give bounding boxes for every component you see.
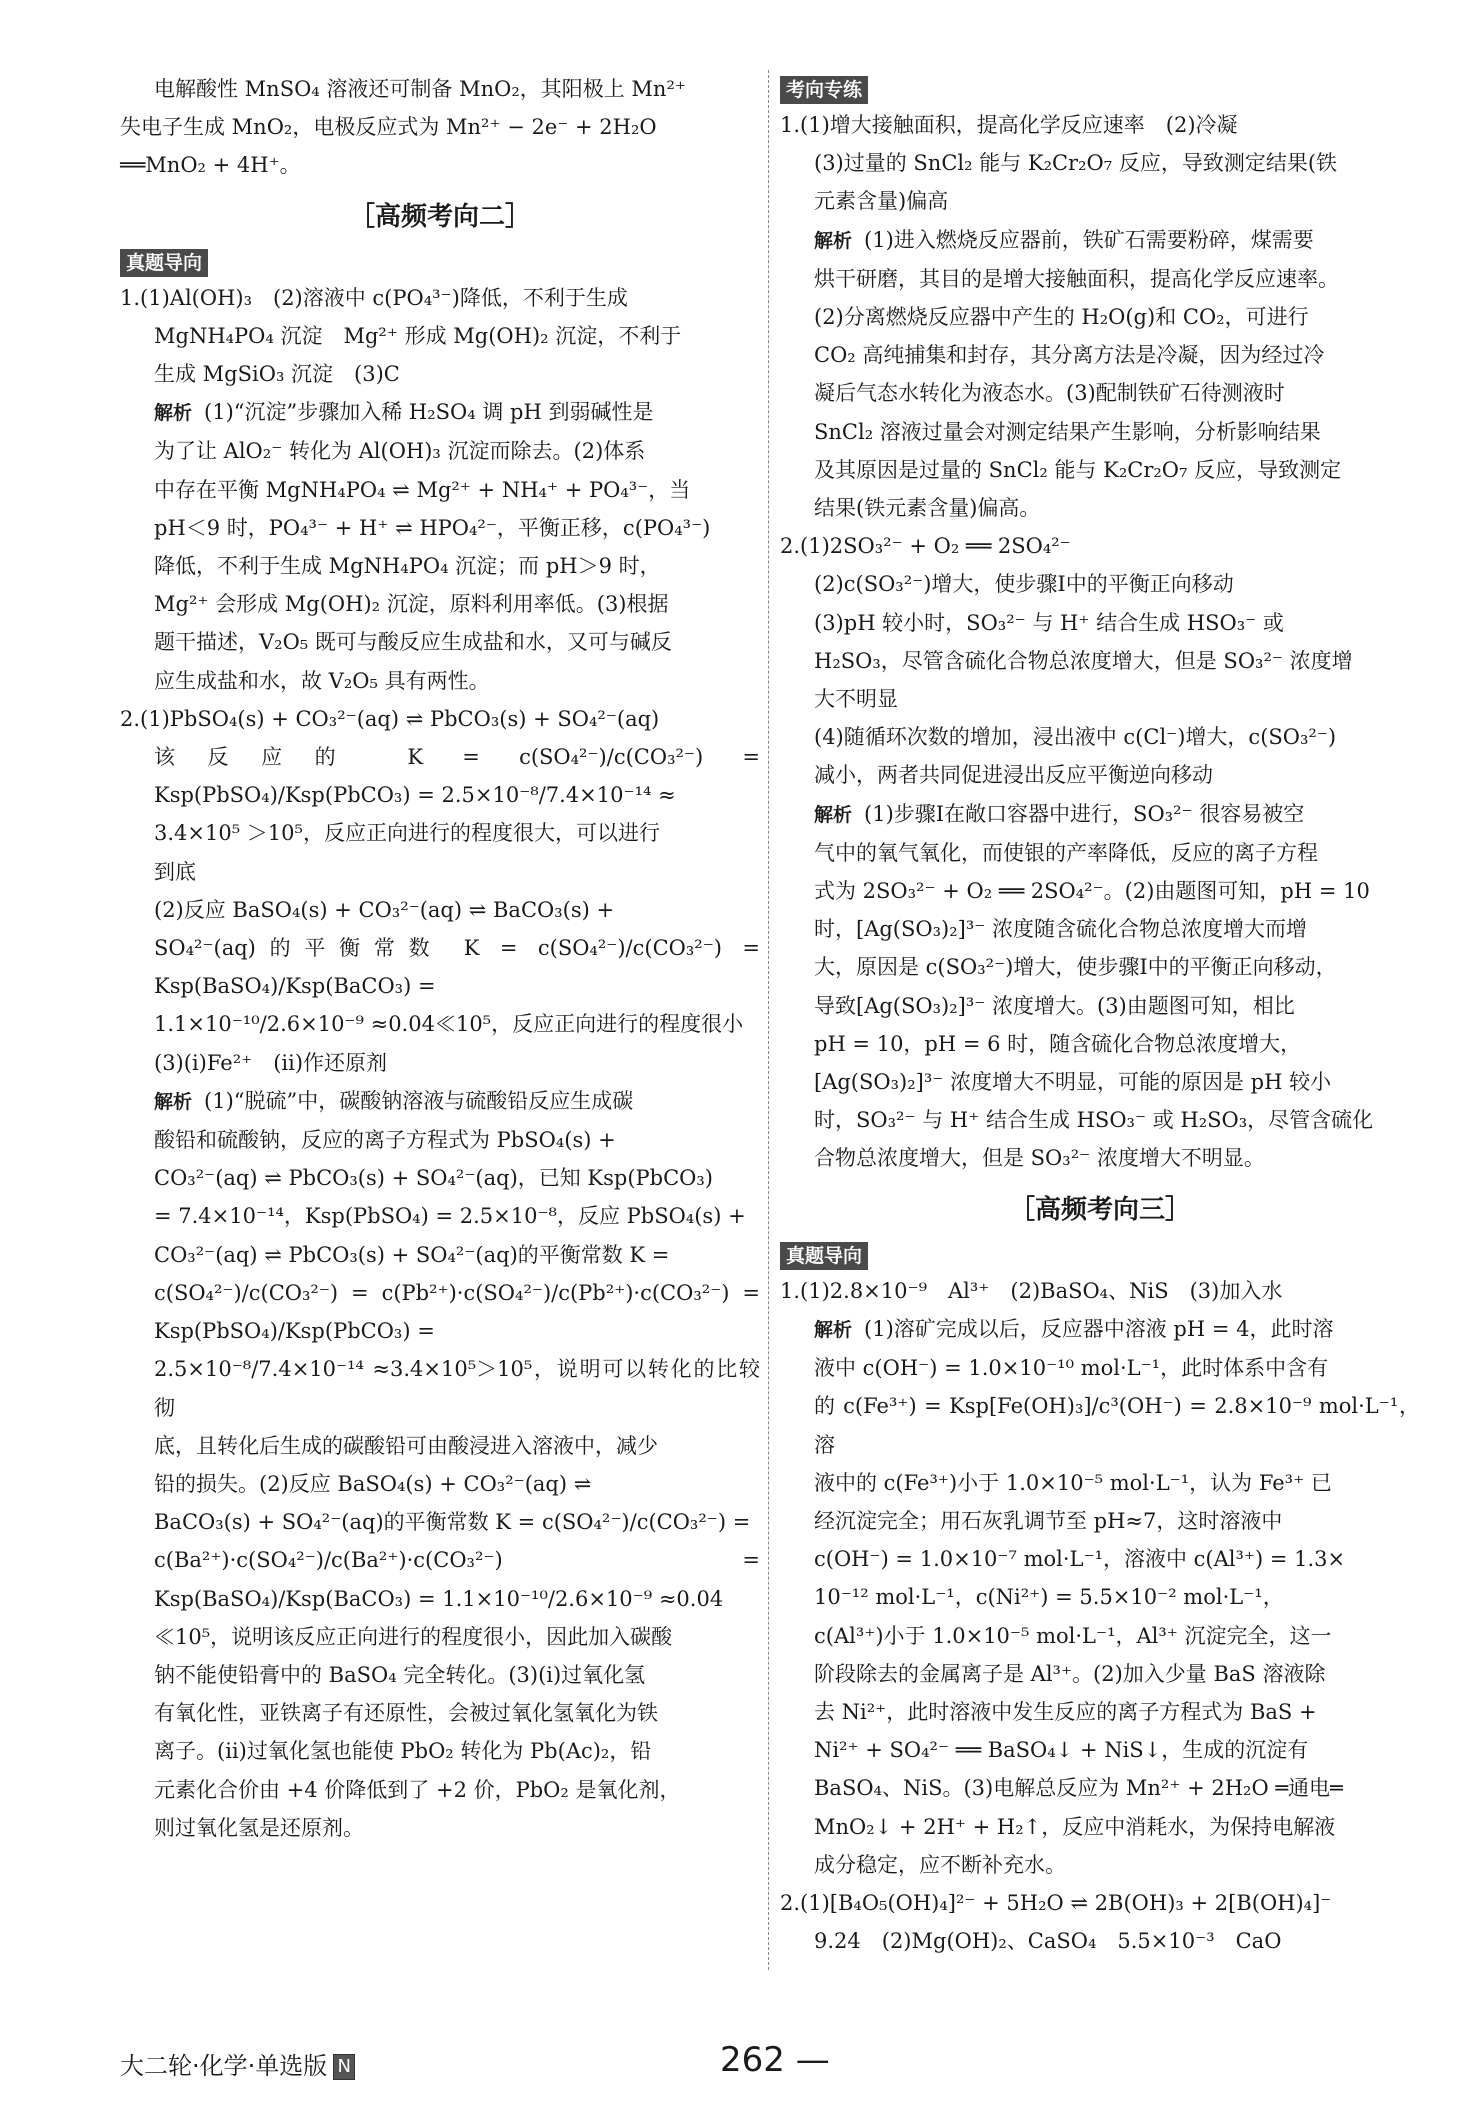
analysis-line: Mg²⁺ 会形成 Mg(OH)₂ 沉淀，原料利用率低。(3)根据 <box>154 592 669 617</box>
analysis-line: 液中 c(OH⁻) = 1.0×10⁻¹⁰ mol·L⁻¹，此时体系中含有 <box>814 1356 1329 1381</box>
analysis-line <box>780 795 1420 834</box>
analysis-line: 应生成盐和水，故 V₂O₅ 具有两性。 <box>154 668 490 693</box>
analysis-line: 离子。(ⅱ)过氧化氢也能使 PbO₂ 转化为 Pb(Ac)₂，铅 <box>154 1739 652 1764</box>
answer-line: (3)pH 较小时，SO₃²⁻ 与 H⁺ 结合生成 HSO₃⁻ 或 <box>814 610 1284 635</box>
analysis-line: 经沉淀完全；用石灰乳调节至 pH≈7，这时溶液中 <box>814 1508 1283 1533</box>
analysis-line: CO₂ 高纯捕集和封存，其分离方法是冷凝，因为经过冷 <box>814 343 1325 368</box>
section-heading: ［高频考向二］ <box>348 201 531 232</box>
analysis-line: 为了让 AlO₂⁻ 转化为 Al(OH)₃ 沉淀而除去。(2)体系 <box>154 439 646 464</box>
section-heading: ［高频考向三］ <box>1008 1194 1191 1225</box>
page-footer <box>120 2040 1420 2090</box>
footer-title <box>120 2046 355 2081</box>
analysis-line: 有氧化性，亚铁离子有还原性，会被过氧化氢氧化为铁 <box>154 1701 658 1726</box>
analysis-text: (1)“脱硫”中，碳酸钠溶液与硫酸铅反应生成碳 <box>204 1088 634 1113</box>
analysis-line: CO₃²⁻(aq) ⇌ PbCO₃(s) + SO₄²⁻(aq)的平衡常数 K = <box>154 1242 670 1267</box>
analysis-line: 底，且转化后生成的碳酸铅可由酸浸进入溶液中，减少 <box>154 1433 658 1458</box>
analysis-line: 铅的损失。(2)反应 BaSO₄(s) + CO₃²⁻(aq) ⇌ <box>154 1471 592 1496</box>
intro-line: 失电子生成 MnO₂，电极反应式为 Mn²⁺ − 2e⁻ + 2H₂O <box>120 115 657 140</box>
answer-line: 大不明显 <box>814 687 898 712</box>
answer-line: (2)c(SO₃²⁻)增大，使步骤Ⅰ中的平衡正向移动 <box>814 572 1234 597</box>
analysis-line: 2.5×10⁻⁸/7.4×10⁻¹⁴ ≈3.4×10⁵＞10⁵，说明可以转化的比较彻 <box>154 1357 760 1420</box>
analysis-line: 烘干研磨，其目的是增大接触面积，提高化学反应速率。 <box>814 266 1339 291</box>
analysis-line: 中存在平衡 MgNH₄PO₄ ⇌ Mg²⁺ + NH₄⁺ + PO₄³⁻，当 <box>154 477 691 502</box>
right-column <box>780 70 1420 1960</box>
analysis-line: MnO₂↓ + 2H⁺ + H₂↑，反应中消耗水，为保持电解液 <box>814 1814 1336 1839</box>
analysis-line: 式为 2SO₃²⁻ + O₂ ══ 2SO₄²⁻。(2)由题图可知，pH = 10 <box>814 879 1370 904</box>
analysis-line: 降低，不利于生成 MgNH₄PO₄ 沉淀；而 pH＞9 时， <box>154 554 661 579</box>
analysis-line: Ni²⁺ + SO₄²⁻ ══ BaSO₄↓ + NiS↓，生成的沉淀有 <box>814 1738 1309 1763</box>
answer-line: 2.(1)[B₄O₅(OH)₄]²⁻ + 5H₂O ⇌ 2B(OH)₃ + 2[B(OH)₄]⁻ <box>780 1890 1332 1915</box>
analysis-keyword: 解析 <box>814 229 853 252</box>
answer-line: (3)(ⅰ)Fe²⁺ (ⅱ)作还原剂 <box>154 1050 388 1075</box>
intro-line: ══MnO₂ + 4H⁺。 <box>120 153 301 178</box>
answer-line: 该反应的 K = c(SO₄²⁻)/c(CO₃²⁻) = Ksp(PbSO₄)/Ksp(PbCO₃) = 2.5×10⁻⁸/7.4×10⁻¹⁴ ≈ <box>154 745 760 808</box>
analysis-line: BaCO₃(s) + SO₄²⁻(aq)的平衡常数 K = c(SO₄²⁻)/c(CO₃²⁻) = <box>154 1510 751 1535</box>
analysis-line <box>780 221 1420 260</box>
analysis-line: c(Ba²⁺)·c(SO₄²⁻)/c(Ba²⁺)·c(CO₃²⁻) = Ksp(BaSO₄)/Ksp(BaCO₃) = 1.1×10⁻¹⁰/2.6×10⁻⁹ ≈0.04 <box>154 1548 760 1611</box>
answer-line: 元素含量)偏高 <box>814 189 949 214</box>
analysis-line: 时，[Ag(SO₃)₂]³⁻ 浓度随含硫化合物总浓度增大而增 <box>814 917 1307 942</box>
analysis-line: 液中的 c(Fe³⁺)小于 1.0×10⁻⁵ mol·L⁻¹，认为 Fe³⁺ 已 <box>814 1470 1332 1495</box>
analysis-keyword: 解析 <box>814 1318 853 1341</box>
analysis-text: (1)“沉淀”步骤加入稀 H₂SO₄ 调 pH 到弱碱性是 <box>204 400 654 425</box>
answer-line: MgNH₄PO₄ 沉淀 Mg²⁺ 形成 Mg(OH)₂ 沉淀，不利于 <box>154 323 682 348</box>
answer-line: 2.(1)PbSO₄(s) + CO₃²⁻(aq) ⇌ PbCO₃(s) + SO₄²⁻(aq) <box>120 706 660 731</box>
analysis-line: BaSO₄、NiS。(3)电解总反应为 Mn²⁺ + 2H₂O ═通电═ <box>814 1776 1343 1801</box>
analysis-line: 元素化合价由 +4 价降低到了 +2 价，PbO₂ 是氧化剂， <box>154 1777 681 1802</box>
analysis-line: 时，SO₃²⁻ 与 H⁺ 结合生成 HSO₃⁻ 或 H₂SO₃，尽管含硫化 <box>814 1108 1374 1133</box>
analysis-line: 大，原因是 c(SO₃²⁻)增大，使步骤Ⅰ中的平衡正向移动， <box>814 955 1337 980</box>
answer-line: 1.(1)增大接触面积，提高化学反应速率 (2)冷凝 <box>780 113 1238 137</box>
analysis-text: (1)溶矿完成以后，反应器中溶液 pH = 4，此时溶 <box>864 1316 1334 1341</box>
analysis-text: (1)步骤Ⅰ在敞口容器中进行，SO₃²⁻ 很容易被空 <box>864 801 1305 826</box>
analysis-line: 酸铅和硫酸钠，反应的离子方程式为 PbSO₄(s) + <box>154 1128 616 1153</box>
analysis-line: 结果(铁元素含量)偏高。 <box>814 496 1041 521</box>
analysis-line: 导致[Ag(SO₃)₂]³⁻ 浓度增大。(3)由题图可知，相比 <box>814 993 1295 1018</box>
analysis-keyword: 解析 <box>154 402 193 425</box>
answer-line: 9.24 (2)Mg(OH)₂、CaSO₄ 5.5×10⁻³ CaO <box>814 1929 1282 1954</box>
analysis-line: 成分稳定，应不断补充水。 <box>814 1852 1066 1877</box>
analysis-line: CO₃²⁻(aq) ⇌ PbCO₃(s) + SO₄²⁻(aq)，已知 Ksp(PbCO₃) <box>154 1166 714 1191</box>
edition-badge: N <box>333 2054 355 2080</box>
answer-line: 减小，两者共同促进浸出反应平衡逆向移动 <box>814 763 1213 788</box>
answer-line: 2.(1)2SO₃²⁻ + O₂ ══ 2SO₄²⁻ <box>780 534 1071 559</box>
analysis-line: = 7.4×10⁻¹⁴，Ksp(PbSO₄) = 2.5×10⁻⁸，反应 PbSO₄(s) + <box>154 1204 746 1229</box>
section-tag: 考向专练 <box>780 76 868 104</box>
analysis-line: pH＜9 时，PO₄³⁻ + H⁺ ⇌ HPO₄²⁻，平衡正移，c(PO₄³⁻) <box>154 515 711 540</box>
section-tag: 真题导向 <box>780 1242 868 1270</box>
column-divider <box>768 70 769 1970</box>
analysis-line: c(OH⁻) = 1.0×10⁻⁷ mol·L⁻¹，溶液中 c(Al³⁺) = 1.3× <box>814 1547 1346 1572</box>
intro-line: 电解酸性 MnSO₄ 溶液还可制备 MnO₂，其阳极上 Mn²⁺ <box>154 77 686 101</box>
analysis-line <box>780 1310 1420 1349</box>
analysis-line: 钠不能使铅膏中的 BaSO₄ 完全转化。(3)(ⅰ)过氧化氢 <box>154 1662 646 1687</box>
analysis-line: 去 Ni²⁺，此时溶液中发生反应的离子方程式为 BaS + <box>814 1699 1317 1724</box>
left-column <box>120 70 760 1847</box>
answer-line: H₂SO₃，尽管含硫化合物总浓度增大，但是 SO₃²⁻ 浓度增 <box>814 648 1353 673</box>
answer-line: 3.4×10⁵ ＞10⁵，反应正向进行的程度很大，可以进行 <box>154 821 660 846</box>
analysis-line: pH = 10，pH = 6 时，随含硫化合物总浓度增大， <box>814 1031 1302 1056</box>
analysis-line: SnCl₂ 溶液过量会对测定结果产生影响，分析影响结果 <box>814 419 1321 444</box>
analysis-line: 则过氧化氢是还原剂。 <box>154 1815 364 1840</box>
analysis-line: [Ag(SO₃)₂]³⁻ 浓度增大不明显，可能的原因是 pH 较小 <box>814 1070 1332 1095</box>
answer-line: (3)过量的 SnCl₂ 能与 K₂Cr₂O₇ 反应，导致测定结果(铁 <box>814 151 1338 176</box>
analysis-line: 及其原因是过量的 SnCl₂ 能与 K₂Cr₂O₇ 反应，导致测定 <box>814 457 1342 482</box>
analysis-line: 凝后气态水转化为液态水。(3)配制铁矿石待测液时 <box>814 381 1285 406</box>
analysis-line: 的 c(Fe³⁺) = Ksp[Fe(OH)₃]/c³(OH⁻) = 2.8×10⁻⁹ mol·L⁻¹，溶 <box>814 1394 1420 1457</box>
analysis-line: 题干描述，V₂O₅ 既可与酸反应生成盐和水，又可与碱反 <box>154 630 672 655</box>
analysis-line: c(SO₄²⁻)/c(CO₃²⁻) = c(Pb²⁺)·c(SO₄²⁻)/c(Pb²⁺)·c(CO₃²⁻) = Ksp(PbSO₄)/Ksp(PbCO₃) = <box>154 1280 760 1344</box>
analysis-line: 10⁻¹² mol·L⁻¹，c(Ni²⁺) = 5.5×10⁻² mol·L⁻¹， <box>814 1585 1284 1610</box>
book-title: 大二轮·化学·单选版 <box>120 2052 328 2080</box>
page-number: 262 — <box>720 2040 830 2080</box>
section-tag: 真题导向 <box>120 249 208 277</box>
answer-line: 1.(1)Al(OH)₃ (2)溶液中 c(PO₄³⁻)降低，不利于生成 <box>120 285 628 310</box>
answer-line: SO₄²⁻(aq)的平衡常数 K = c(SO₄²⁻)/c(CO₃²⁻) = Ksp(BaSO₄)/Ksp(BaCO₃) = <box>154 936 760 999</box>
answer-line: 到底 <box>154 859 196 884</box>
analysis-keyword: 解析 <box>154 1090 193 1113</box>
analysis-line: (2)分离燃烧反应器中产生的 H₂O(g)和 CO₂，可进行 <box>814 305 1309 330</box>
answer-line: (4)随循环次数的增加，浸出液中 c(Cl⁻)增大，c(SO₃²⁻) <box>814 725 1337 750</box>
analysis-text: (1)进入燃烧反应器前，铁矿石需要粉碎，煤需要 <box>864 227 1314 252</box>
analysis-line <box>120 1082 760 1121</box>
analysis-keyword: 解析 <box>814 803 853 826</box>
answer-line: 1.(1)2.8×10⁻⁹ Al³⁺ (2)BaSO₄、NiS (3)加入水 <box>780 1278 1283 1303</box>
analysis-line <box>120 393 760 432</box>
answer-line: 1.1×10⁻¹⁰/2.6×10⁻⁹ ≈0.04≪10⁵，反应正向进行的程度很小 <box>154 1012 744 1037</box>
analysis-line: 合物总浓度增大，但是 SO₃²⁻ 浓度增大不明显。 <box>814 1146 1265 1171</box>
analysis-line: ≪10⁵，说明该反应正向进行的程度很小，因此加入碳酸 <box>154 1624 673 1649</box>
analysis-line: 阶段除去的金属离子是 Al³⁺。(2)加入少量 BaS 溶液除 <box>814 1661 1326 1686</box>
answer-line: (2)反应 BaSO₄(s) + CO₃²⁻(aq) ⇌ BaCO₃(s) + <box>154 897 615 922</box>
answer-line: 生成 MgSiO₃ 沉淀 (3)C <box>154 362 400 387</box>
analysis-line: c(Al³⁺)小于 1.0×10⁻⁵ mol·L⁻¹，Al³⁺ 沉淀完全，这一 <box>814 1623 1332 1648</box>
analysis-line: 气中的氧气氧化，而使银的产率降低，反应的离子方程 <box>814 840 1318 865</box>
